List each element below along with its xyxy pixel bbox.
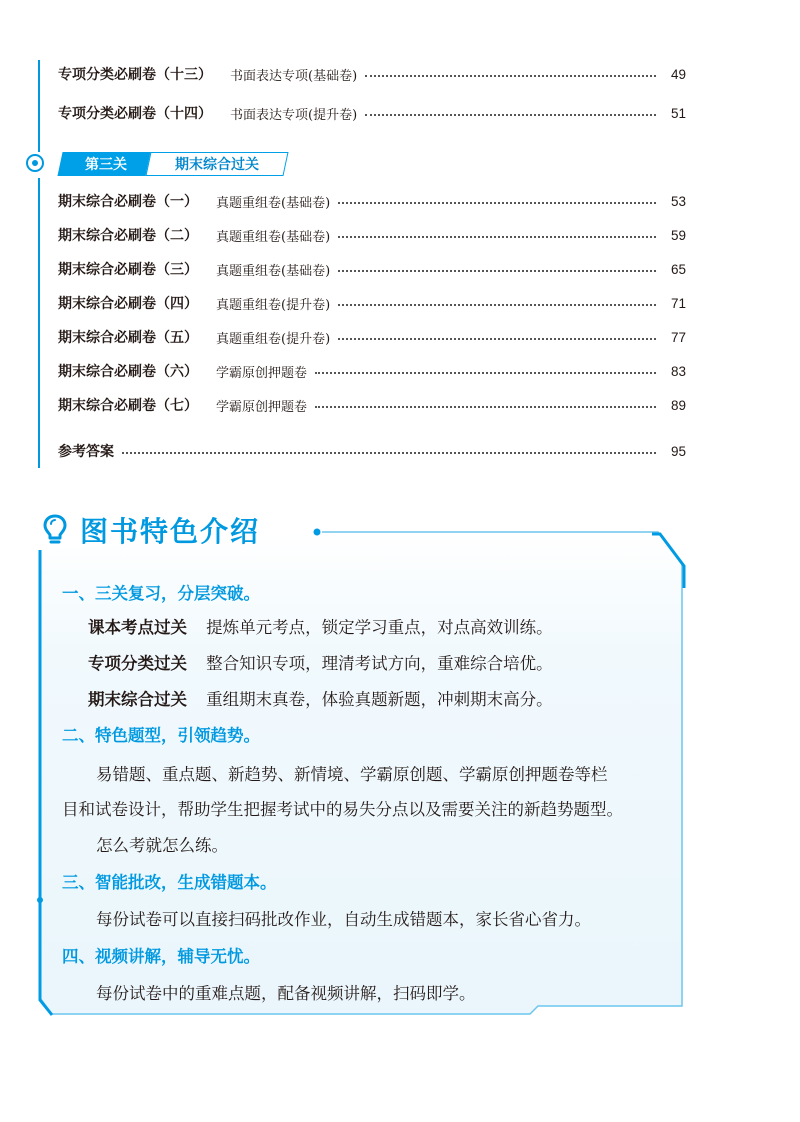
toc-row-page: 83 xyxy=(670,363,686,379)
toc-row-page: 53 xyxy=(670,193,686,209)
feature-heading-3: 三、智能批改，生成错题本。 xyxy=(62,873,277,892)
toc-row-title: 专项分类必刷卷（十三） xyxy=(58,67,212,83)
feature-key: 课本考点过关 xyxy=(88,618,187,637)
toc-row-page: 51 xyxy=(670,105,686,121)
toc-row[interactable] xyxy=(58,291,686,315)
toc-row-subtitle: 真题重组卷(提升卷) xyxy=(216,331,331,347)
leader-dots xyxy=(338,236,656,238)
feature-title-group xyxy=(42,510,260,550)
toc-rule-bottom xyxy=(38,178,40,468)
toc-row-title: 期末综合必刷卷（五） xyxy=(58,330,198,346)
toc-row-page: 95 xyxy=(670,443,686,459)
toc-row-page: 89 xyxy=(670,397,686,413)
feature-highlight-text: 提炼单元考点，锁定学习重点，对点高效训练。 xyxy=(206,618,553,637)
feature-line xyxy=(88,614,553,638)
leader-dots xyxy=(122,452,656,454)
feature-heading-4: 四、视频讲解，辅导无忧。 xyxy=(62,947,260,966)
toc-row-subtitle: 真题重组卷(基础卷) xyxy=(216,195,331,211)
toc-row[interactable] xyxy=(58,393,686,417)
feature-paragraph: 每份试卷中的重难点题，配备视频讲解，扫码即学。 xyxy=(96,984,476,1003)
toc-row[interactable] xyxy=(58,223,686,247)
feature-paragraph: 易错题、重点题、新趋势、新情境、学霸原创题、学霸原创押题卷等栏 xyxy=(96,765,608,784)
toc-row-title: 参考答案 xyxy=(58,444,114,460)
feature-heading-2: 二、特色题型，引领趋势。 xyxy=(62,726,260,745)
toc-row-subtitle: 学霸原创押题卷 xyxy=(216,399,308,415)
toc-row-subtitle: 真题重组卷(基础卷) xyxy=(216,263,331,279)
toc-rule-top xyxy=(38,60,40,152)
feature-key: 专项分类过关 xyxy=(88,654,187,673)
feature-highlight-text: 重组期末真卷，体验真题新题，冲刺期末高分。 xyxy=(206,690,553,709)
feature-key: 期末综合过关 xyxy=(88,690,187,709)
section-tag xyxy=(57,152,154,176)
section-name xyxy=(145,152,288,176)
toc-row-subtitle: 书面表达专项(提升卷) xyxy=(230,107,358,123)
leader-dots xyxy=(365,75,656,77)
toc-row-subtitle: 真题重组卷(基础卷) xyxy=(216,229,331,245)
toc-row-title: 期末综合必刷卷（三） xyxy=(58,262,198,278)
toc-row[interactable] xyxy=(58,257,686,281)
toc-row-title: 期末综合必刷卷（二） xyxy=(58,228,198,244)
leader-dots xyxy=(338,338,656,340)
section-name-label: 期末综合过关 xyxy=(175,157,259,173)
toc-row[interactable] xyxy=(58,101,686,125)
toc-row-subtitle: 书面表达专项(基础卷) xyxy=(230,68,358,84)
feature-paragraph: 怎么考就怎么练。 xyxy=(96,836,228,855)
toc-row-subtitle: 真题重组卷(提升卷) xyxy=(216,297,331,313)
leader-dots xyxy=(315,406,656,408)
toc-row-title: 期末综合必刷卷（六） xyxy=(58,364,198,380)
feature-line xyxy=(88,686,553,710)
lightbulb-icon xyxy=(42,513,68,547)
leader-dots xyxy=(365,114,656,116)
feature-paragraph: 目和试卷设计，帮助学生把握考试中的易失分点以及需要关注的新趋势题型。 xyxy=(62,800,623,819)
toc-row[interactable] xyxy=(58,189,686,213)
leader-dots xyxy=(315,372,656,374)
leader-dots xyxy=(338,270,656,272)
toc-row-page: 49 xyxy=(670,66,686,82)
toc-row-title: 期末综合必刷卷（一） xyxy=(58,194,198,210)
feature-heading-1: 一、三关复习，分层突破。 xyxy=(62,584,260,603)
toc-row-subtitle: 学霸原创押题卷 xyxy=(216,365,308,381)
toc-row[interactable] xyxy=(58,325,686,349)
toc-row-page: 71 xyxy=(670,295,686,311)
toc-row-title: 期末综合必刷卷（四） xyxy=(58,296,198,312)
leader-dots xyxy=(338,304,656,306)
feature-title: 图书特色介绍 xyxy=(80,515,261,548)
feature-line xyxy=(88,650,553,674)
feature-highlight-text: 整合知识专项，理清考试方向，重难综合培优。 xyxy=(206,654,553,673)
feature-paragraph: 每份试卷可以直接扫码批改作业，自动生成错题本，家长省心省力。 xyxy=(96,910,591,929)
section-marker-icon xyxy=(26,154,44,172)
toc-row[interactable] xyxy=(58,359,686,383)
toc-row[interactable] xyxy=(58,62,686,86)
toc-row-page: 77 xyxy=(670,329,686,345)
toc-row-answers[interactable] xyxy=(58,439,686,463)
toc-row-title: 期末综合必刷卷（七） xyxy=(58,398,198,414)
toc-row-page: 65 xyxy=(670,261,686,277)
toc-row-page: 59 xyxy=(670,227,686,243)
toc-row-title: 专项分类必刷卷（十四） xyxy=(58,106,212,122)
section-tag-label: 第三关 xyxy=(85,157,127,173)
leader-dots xyxy=(338,202,656,204)
